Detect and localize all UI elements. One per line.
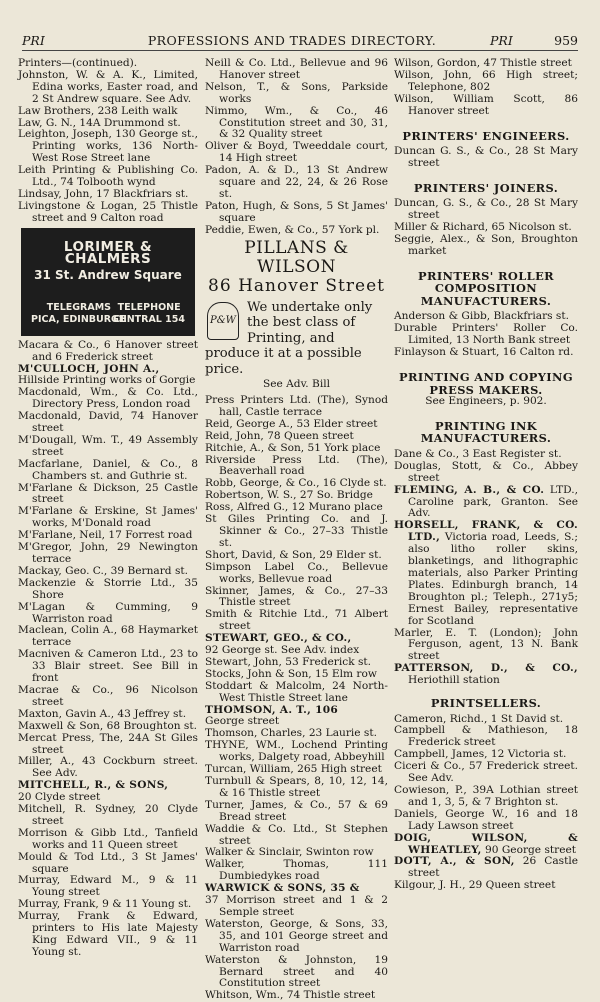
directory-entry: Stoddart & Malcolm, 24 North-West Thistle Street lane	[205, 679, 388, 704]
telegrams-value: PICA, EDINBURGH	[31, 313, 127, 325]
dott-rest: 26 Castle street	[408, 855, 578, 880]
directory-entry: Cowieson, P., 39A Lothian street and 1, 3, 5, & 7 Brighton st.	[394, 783, 578, 808]
col2-entries-d	[205, 716, 388, 883]
directory-entry: 20 Clyde street	[18, 791, 101, 804]
directory-entry: Mould & Tod Ltd., 3 St James' square	[18, 850, 198, 875]
directory-entry: Macara & Co., 6 Hanover street and 6 Frederick street	[18, 338, 198, 363]
directory-entry: Mercat Press, The, 24A St Giles street	[18, 731, 198, 756]
directory-entry: Press Printers Ltd. (The), Synod hall, Castle terrace	[205, 394, 388, 418]
col1-entries-c	[18, 792, 198, 959]
directory-entry: Morrison & Gibb Ltd., Tanfield works and 11 Queen street	[18, 826, 198, 851]
directory-entry: Turner, James, & Co., 57 & 69 Bread street	[205, 798, 388, 823]
col3-entries-a	[394, 58, 578, 118]
directory-entry: Peddie, Ewen, & Co., 57 York pl.	[205, 223, 380, 236]
directory-entry: M'Dougall, Wm. T., 49 Assembly street	[18, 433, 198, 458]
header-right-letters: PRI	[490, 33, 513, 48]
copying-see-reference: See Engineers, p. 902.	[425, 395, 547, 407]
directory-entry: Walker, Thomas, 111 Dumbiedykes road	[205, 858, 388, 883]
directory-entry: Waterston, George, & Sons, 33, 35, and 101 George street and Warriston road	[205, 917, 388, 954]
directory-entry: Skinner, James, & Co., 27–33 Thistle street	[205, 584, 388, 609]
directory-entry: Ross, Alfred G., 12 Murano place	[205, 501, 383, 514]
column-1	[18, 58, 198, 959]
col2-entries-e	[205, 895, 388, 1002]
directory-entry: Robb, George, & Co., 16 Clyde st.	[205, 477, 387, 490]
entry-patterson	[394, 663, 578, 687]
bold-entry-warwick: WARWICK & SONS, 35 &	[205, 882, 360, 895]
col1-top-entries	[18, 58, 198, 225]
directory-entry: Macrae & Co., 96 Nicolson street	[18, 683, 198, 708]
directory-entry: Finlayson & Stuart, 16 Calton rd.	[394, 346, 574, 359]
directory-entry: Padon, A. & D., 13 St Andrew square and 22, 24, & 26 Rose st.	[205, 164, 388, 200]
entry-doig	[394, 833, 578, 857]
lorimer-chalmers-advert	[21, 228, 195, 336]
directory-entry: M'Farlane, Neil, 17 Forrest road	[18, 529, 193, 542]
directory-entry: Wilson, John, 66 High street; Telephone, 802	[394, 68, 578, 93]
page-header	[22, 33, 578, 49]
directory-entry: Murray, Frank, 9 & 11 Young st.	[18, 898, 192, 911]
column-2	[205, 58, 388, 1002]
directory-entry: Miller, A., 43 Cockburn street. See Adv.	[18, 755, 198, 780]
telegrams-label: TELEGRAMS	[46, 301, 112, 313]
directory-entry: Printers—(continued).	[18, 57, 138, 69]
advert-telephone	[113, 302, 185, 326]
telephone-label: TELEPHONE	[117, 301, 181, 313]
advert-address: 31 St. Andrew Square	[34, 267, 182, 282]
advert-name: PILLANS & WILSON	[244, 237, 349, 277]
directory-entry: St Giles Printing Co. and J. Skinner & Co., 27–33 Thistle st.	[205, 513, 388, 549]
directory-entry: Murray, Frank & Edward, printers to His late Majesty King Edward VII., 9 & 11 Young st.	[18, 910, 198, 958]
bold-entry-doig: DOIG, WILSON, & WHEATLEY,	[394, 831, 578, 856]
directory-entry: Waddie & Co. Ltd., St Stephen street	[205, 822, 388, 847]
directory-entry: Ciceri & Co., 57 Frederick street. See Adv.	[394, 760, 578, 785]
directory-entry: Reid, George A., 53 Elder street	[205, 417, 378, 430]
directory-entry: M'Farlane & Erskine, St James' works, M'Donald road	[18, 505, 198, 530]
directory-entry: Smith & Ritchie Ltd., 71 Albert street	[205, 608, 388, 633]
entry-marler: Marler, E. T. (London); John Ferguson, agent, 13 N. Bank street	[394, 626, 578, 663]
col3-joiners-entries	[394, 198, 578, 258]
bold-entry-thomson: THOMSON, A. T., 106	[205, 703, 339, 716]
section-heading-joiners: PRINTERS' JOINERS.	[413, 180, 559, 195]
directory-entry: Neill & Co. Ltd., Bellevue and 96 Hanover street	[205, 57, 388, 81]
directory-entry: Hillside Printing works of Gorgie	[18, 374, 196, 387]
entry-dott	[394, 856, 578, 880]
advert-note: See Adv. Bill	[262, 378, 330, 391]
patterson-rest: Heriothill station	[408, 674, 500, 687]
horsell-rest: Victoria road, Leeds, S.; also litho roller skins, blanketings, and lithographic materials, also Parker Printing Plates. Edinburgh branch, 14 Broughton pl.; Teleph., 271y5; Ernest Bailey, representative for Scotland	[408, 531, 578, 627]
directory-entry: Macdonald, Wm., & Co. Ltd., Directory Press, London road	[18, 386, 198, 411]
col3-ink-entries	[394, 449, 578, 485]
directory-entry: THYNE, WM., Lochend Printing works, Dalgety road, Abbeyhill	[205, 739, 388, 764]
doig-rest: 90 George street	[485, 843, 576, 856]
directory-entry: Wilson, Gordon, 47 Thistle street	[394, 57, 572, 69]
directory-entry: Stocks, John & Son, 15 Elm row	[205, 667, 377, 680]
directory-entry: Maxwell & Son, 68 Broughton st.	[18, 719, 197, 732]
header-title: PROFESSIONS AND TRADES DIRECTORY.	[147, 33, 437, 48]
bold-entry-fleming: FLEMING, A. B., & CO.	[394, 483, 545, 496]
header-rule	[22, 50, 578, 51]
directory-entry: Ritchie, A., & Son, 51 York place	[205, 441, 381, 454]
col2-entries-c	[205, 645, 388, 705]
directory-entry: Duncan G. S., & Co., 28 St Mary street	[394, 145, 578, 169]
directory-entry: Mitchell, R. Sydney, 20 Clyde street	[18, 803, 198, 827]
directory-entry: Durable Printers' Roller Co. Limited, 13 North Bank street	[394, 322, 578, 347]
bold-entry-stewart: STEWART, GEO., & CO.,	[205, 632, 352, 645]
col1-entries-a	[18, 340, 198, 364]
directory-entry: Macfarlane, Daniel, & Co., 8 Chambers st. and Guthrie st.	[18, 457, 198, 482]
directory-entry: Cameron, Richd., 1 St David st.	[394, 712, 564, 725]
section-heading-printsellers: PRINTSELLERS.	[430, 696, 542, 711]
directory-entry: Nimmo, Wm., & Co., 46 Constitution street and 30, 31, & 32 Quality street	[205, 104, 388, 141]
directory-entry: 92 George st. See Adv. index	[205, 644, 360, 657]
section-heading-ink: PRINTING INK MANUFACTURERS.	[420, 418, 552, 446]
section-heading-engineers: PRINTERS' ENGINEERS.	[402, 128, 570, 143]
directory-entry: Stewart, John, 53 Frederick st.	[205, 655, 372, 668]
column-3	[394, 58, 578, 892]
directory-entry: Anderson & Gibb, Blackfriars st.	[394, 310, 569, 323]
section-heading-copying-press: PRINTING AND COPYING PRESS MAKERS.	[399, 370, 573, 397]
directory-entry: Mackenzie & Storrie Ltd., 35 Shore	[18, 576, 198, 601]
col2-entries-a	[205, 58, 388, 237]
directory-entry: Turcan, William, 265 High street	[205, 763, 382, 776]
directory-entry: Simpson Label Co., Bellevue works, Bellevue road	[205, 560, 388, 585]
bold-entry-dott: DOTT, A., & SON,	[394, 855, 515, 868]
directory-entry: Daniels, George W., 16 and 18 Lady Lawson street	[394, 807, 578, 832]
directory-entry: Macniven & Cameron Ltd., 23 to 33 Blair street. See Bill in front	[18, 648, 198, 685]
directory-entry: M'Farlane & Dickson, 25 Castle street	[18, 481, 198, 506]
directory-entry: Turnbull & Spears, 8, 10, 12, 14, & 16 Thistle street	[205, 775, 388, 799]
fleming-rest: LTD., Caroline park, Granton. See Adv.	[408, 483, 578, 520]
directory-entry: Seggie, Alex., & Son, Broughton market	[394, 233, 578, 257]
directory-entry: Johnston, W. & A. K., Limited, Edina works, Easter road, and 2 St Andrew square. See Adv.	[18, 68, 198, 105]
directory-entry: Dane & Co., 3 East Register st.	[394, 447, 562, 460]
directory-entry: Short, David, & Son, 29 Elder st.	[205, 548, 382, 561]
directory-entry: Campbell & Mathieson, 18 Frederick street	[394, 724, 578, 749]
entry-kilgour: Kilgour, J. H., 29 Queen street	[394, 879, 556, 892]
directory-entry: Leighton, Joseph, 130 George st., Printing works, 136 North-West Rose Street lane	[18, 128, 198, 165]
directory-entry: Miller & Richard, 65 Nicolson st.	[394, 221, 572, 234]
directory-entry: Law, G. N., 14A Drummond st.	[18, 116, 181, 129]
directory-entry: Maxton, Gavin A., 43 Jeffrey st.	[18, 707, 187, 720]
directory-entry: Oliver & Boyd, Tweeddale court, 14 High street	[205, 140, 388, 165]
col3-roller-entries	[394, 311, 578, 359]
directory-entry: Whitson, Wm., 74 Thistle street	[205, 989, 376, 1002]
directory-entry: Leith Printing & Publishing Co. Ltd., 74 Tolbooth wynd	[18, 164, 198, 189]
directory-entry: 37 Morrison street and 1 & 2 Semple street	[205, 894, 388, 918]
directory-entry: George street	[205, 715, 280, 728]
col3-sellers-entries	[394, 714, 578, 833]
col1-entries-b	[18, 375, 198, 780]
directory-entry: Douglas, Stott, & Co., Abbey street	[394, 459, 578, 484]
bold-entry-mcculloch: M'CULLOCH, JOHN A.,	[18, 362, 160, 375]
directory-entry: Campbell, James, 12 Victoria st.	[394, 748, 567, 761]
advert-address: 86 Hanover Street	[208, 275, 385, 296]
directory-entry: Murray, Edward M., 9 & 11 Young street	[18, 874, 198, 899]
directory-entry: Lindsay, John, 17 Blackfriars st.	[18, 187, 189, 200]
directory-entry: Thomson, Charles, 23 Laurie st.	[205, 727, 377, 740]
directory-entry: Riverside Press Ltd. (The), Beaverhall road	[205, 453, 388, 478]
bold-entry-horsell: HORSELL, FRANK, & CO. LTD.,	[394, 519, 578, 544]
directory-entry: Waterston & Johnston, 19 Bernard street and 40 Constitution street	[205, 953, 388, 990]
directory-entry: Law Brothers, 238 Leith walk	[18, 104, 178, 117]
col2-entries-b	[205, 395, 388, 633]
directory-entry: Macdonald, David, 74 Hanover street	[18, 410, 198, 435]
directory-entry: Robertson, W. S., 27 So. Bridge	[205, 489, 373, 502]
directory-entry: M'Lagan & Cumming, 9 Warriston road	[18, 600, 198, 625]
directory-entry: Walker & Sinclair, Swinton row	[205, 846, 374, 859]
pillans-wilson-advert	[205, 239, 388, 391]
directory-entry: Livingstone & Logan, 25 Thistle street and 9 Calton road	[18, 199, 198, 224]
advert-text-block	[205, 300, 388, 378]
directory-entry: Wilson, William Scott, 86 Hanover street	[394, 92, 578, 117]
telephone-value: CENTRAL 154	[113, 313, 185, 325]
directory-entry: Duncan, G. S., & Co., 28 St Mary street	[394, 197, 578, 222]
bold-entry-mitchell: MITCHELL, R., & SONS,	[18, 779, 169, 792]
col3-engineers-entries	[394, 146, 578, 170]
header-left-letters: PRI	[22, 33, 45, 48]
directory-entry: Mackay, Geo. C., 39 Bernard st.	[18, 564, 189, 577]
page-number: 959	[554, 33, 578, 48]
advert-text: We undertake only the best class of Printing, and produce it at a possible price.	[205, 299, 373, 377]
bold-entry-patterson: PATTERSON, D., & CO.,	[394, 662, 578, 675]
advert-name: LORIMER & CHALMERS	[63, 238, 153, 267]
directory-entry: Paton, Hugh, & Sons, 5 St James' square	[205, 199, 388, 224]
section-heading-roller: PRINTERS' ROLLER COMPOSITION MANUFACTURERS.	[417, 268, 555, 308]
pw-monogram-logo: P&W	[207, 302, 239, 340]
directory-entry: Nelson, T., & Sons, Parkside works	[205, 80, 388, 105]
directory-entry: Reid, John, 78 Queen street	[205, 429, 354, 442]
entry-horsell	[394, 520, 578, 627]
entry-fleming	[394, 485, 578, 521]
directory-entry: Maclean, Colin A., 68 Haymarket terrace	[18, 624, 198, 649]
directory-entry: M'Gregor, John, 29 Newington terrace	[18, 541, 198, 565]
